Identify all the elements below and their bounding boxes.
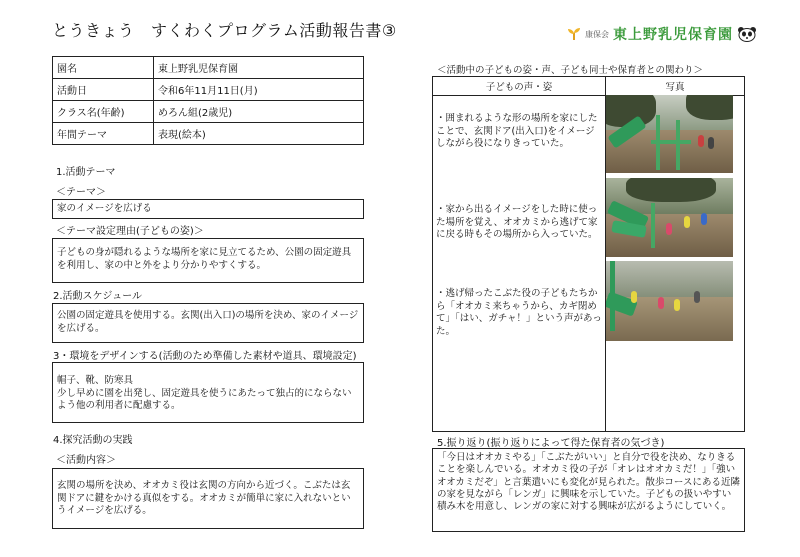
section2-heading: 2.活動スケジュール bbox=[53, 291, 142, 302]
panda-icon bbox=[737, 26, 757, 42]
section3-heading: 3・環境をデザインする(活動のため準備した素材や道具、環境設定) bbox=[53, 351, 357, 362]
info-value: めろん組(2歳児) bbox=[154, 101, 364, 123]
observations-heading: ＜活動中の子どもの姿・声、子ども同士や保育者との関わり＞ bbox=[437, 65, 704, 76]
info-value: 令和6年11月11日(月) bbox=[154, 79, 364, 101]
report-title: とうきょう すくわくプログラム活動報告書③ bbox=[52, 21, 397, 40]
section1-heading: 1.活動テーマ bbox=[56, 167, 116, 178]
table-header-row bbox=[433, 77, 745, 96]
table-row bbox=[53, 123, 364, 145]
section5-heading: 5.振り返り(振り返りによって得た保育者の気づき) bbox=[437, 438, 665, 449]
info-label: 年間テーマ bbox=[53, 123, 154, 145]
theme-reason-box: 子どもの身が隠れるような場所を家に見立てるため、公園の固定遊具を利用し、家の中と外をより分かりやすくする。 bbox=[52, 238, 364, 283]
reflection-box: 「今日はオオカミやる」「こぶたがいい」と自分で役を決め、なりきることを楽しんでいる。オオカミ役の子が「オレはオオカミだ！」「強いオオカミだぞ」と言葉遣いにも変化が見られた。散歩コースにある近隣の家を見ながら「レンガ」に興味を示していた。子どもの扱いやすい積み木を用意し、レンガの家に対する興味が広がるようにしていく。 bbox=[432, 448, 745, 532]
theme-box: 家のイメージを広げる bbox=[52, 199, 364, 219]
activity-photo-3 bbox=[606, 261, 733, 341]
table-row bbox=[53, 79, 364, 101]
section4-heading: 4.探究活動の実践 bbox=[53, 435, 133, 446]
activity-photo-2 bbox=[606, 178, 733, 257]
observation-text-1: ・囲まれるような形の場所を家にしたことで、玄関ドア(出入口)をイメージしながら役になりきっていた。 bbox=[433, 96, 606, 193]
logo-org-text: 康保会 bbox=[585, 29, 609, 39]
info-table bbox=[52, 56, 364, 145]
theme-label: ＜テーマ＞ bbox=[56, 187, 106, 198]
info-value: 東上野乳児保育園 bbox=[154, 57, 364, 79]
sprout-logo-icon bbox=[567, 27, 581, 41]
observation-text-3: ・逃げ帰ったこぶた役の子どもたちから「オオカミ来ちゃうから、カギ閉めて」「はい、ガチャ！」という声があった。 bbox=[433, 280, 606, 432]
schedule-box: 公園の固定遊具を使用する。玄関(出入口)の場所を決め、家のイメージを広げる。 bbox=[52, 303, 364, 343]
activity-photo-1 bbox=[606, 95, 733, 173]
school-logo bbox=[567, 24, 757, 44]
theme-reason-label: ＜テーマ設定理由(子どもの姿)＞ bbox=[56, 226, 204, 237]
environment-line2: 少し早めに園を出発し、固定遊具を使うにあたって独占的にならないよう他の利用者に配慮する。 bbox=[57, 387, 352, 411]
environment-box bbox=[52, 362, 364, 423]
activity-content-label: ＜活動内容＞ bbox=[56, 455, 116, 466]
info-label: 園名 bbox=[53, 57, 154, 79]
column-header-voice: 子どもの声・姿 bbox=[433, 77, 606, 96]
table-row bbox=[53, 101, 364, 123]
info-value: 表現(絵本) bbox=[154, 123, 364, 145]
info-label: 活動日 bbox=[53, 79, 154, 101]
environment-line1: 帽子、靴、防寒具 bbox=[57, 375, 134, 386]
column-header-photo: 写真 bbox=[606, 77, 745, 96]
observation-text-2: ・家から出るイメージをした時に使った場所を覚え、オオカミから逃げて家に戻る時もその場所から入っていた。 bbox=[433, 192, 606, 280]
table-row bbox=[53, 57, 364, 79]
activity-content-box: 玄関の場所を決め、オオカミ役は玄関の方向から近づく。こぶたは玄関ドアに鍵をかける真似をする。オオカミが簡単に家に入れないというイメージを広げる。 bbox=[52, 468, 364, 529]
logo-school-name: 東上野乳児保育園 bbox=[613, 27, 733, 43]
info-label: クラス名(年齢) bbox=[53, 101, 154, 123]
